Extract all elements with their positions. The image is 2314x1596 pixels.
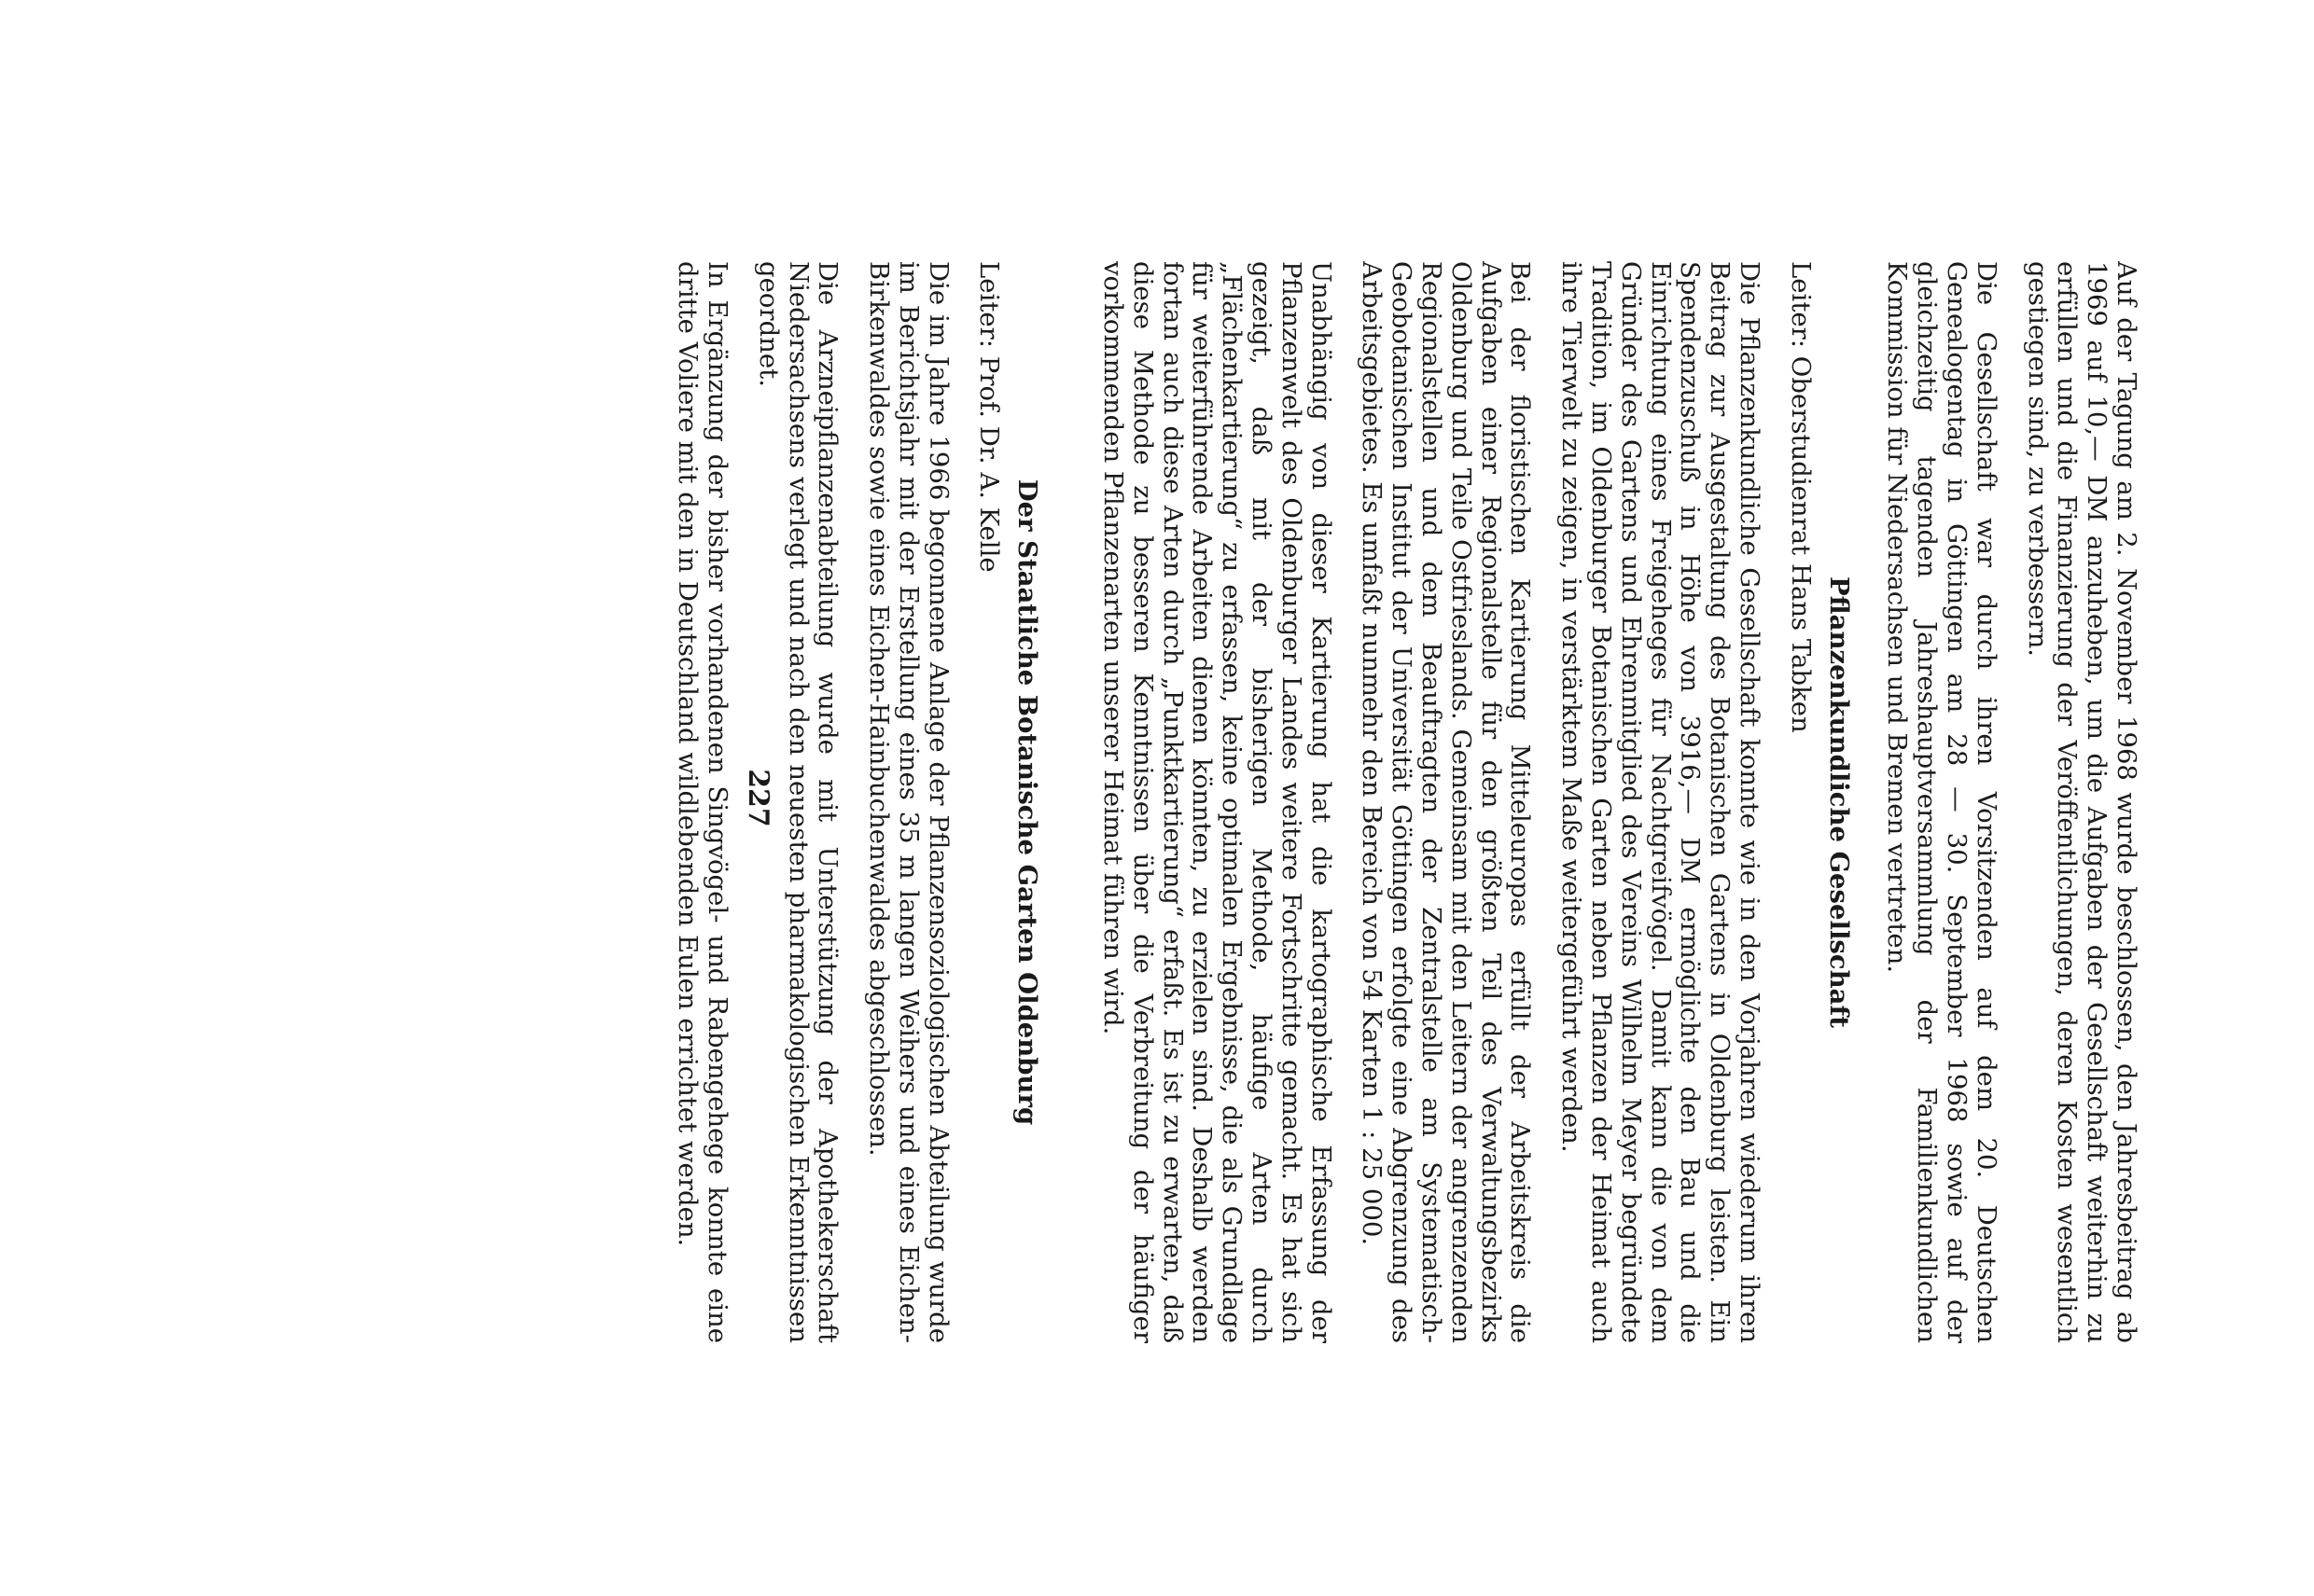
paragraph: Die Arzneipflanzenabteilung wurde mit Unterstützung der Apothekerschaft Niedersachsens verlegt und nach den neuesten pharmakologischen Erkenntnissen geordnet. <box>753 261 843 1343</box>
paragraph: Unabhängig von dieser Kartierung hat die kartographische Erfassung der Pflanzenwelt des Oldenburger Landes weitere Fortschritte gemacht. Es hat sich gezeigt, daß mit der bisherigen Methode, häufige Arten durch „Flächenkartierung“ zu erfassen, keine optimalen Ergebnisse, die als Grundlage für weiterführende Arbeiten dienen könnten, zu erzielen sind. Deshalb werden fortan auch diese Arten durch „Punktkartierung“ erfaßt. Es ist zu erwarten, daß diese Methode zu besseren Kenntnissen über die Verbreitung der häufiger vorkommenden Pflanzenarten unserer Heimat führen wird. <box>1098 261 1336 1343</box>
paragraph: In Ergänzung der bisher vorhandenen Singvögel- und Rabengehege konnte eine dritte Voliere mit den in Deutschland wildlebenden Eulen errichtet werden. <box>673 261 732 1343</box>
section-leader: Leiter: Oberstudienrat Hans Tabken <box>1785 261 1816 733</box>
section-heading-botanischer-garten: Der Staatliche Botanische Garten Oldenburg <box>1012 479 1043 1126</box>
paragraph: Die Gesellschaft war durch ihren Vorsitzenden auf dem 20. Deutschen Genealogentag in Göttingen am 28 — 30. September 1968 sowie auf der gleichzeitig tagenden Jahreshauptversammlung der Familienkundlichen Kommission für Niedersachsen und Bremen vertreten. <box>1882 261 2001 1343</box>
paragraph: Auf der Tagung am 2. November 1968 wurde beschlossen, den Jahresbeitrag ab 1969 auf 10,— DM anzuheben, um die Aufgaben der Gesellschaft weiterhin zu erfüllen und die Finanzierung der Veröffentlichungen, deren Kosten wesentlich gestiegen sind, zu verbessern. <box>2022 261 2141 1343</box>
paragraph: Die Pflanzenkundliche Gesellschaft konnte wie in den Vorjahren wiederum ihren Beitrag zur Ausgestaltung des Botanischen Gartens in Oldenburg leisten. Ein Spendenzuschuß in Höhe von 3916,— DM ermöglichte den Bau und die Einrichtung eines Freigeheges für Nachtgreifvögel. Damit kann die von dem Gründer des Gartens und Ehrenmitglied des Vereins Wilhelm Meyer begründete Tradition, im Oldenburger Botanischen Garten neben Pflanzen der Heimat auch ihre Tierwelt zu zeigen, in verstärktem Maße weitergeführt werden. <box>1556 261 1765 1343</box>
section-heading-pflanzenkundliche: Pflanzenkundliche Gesellschaft <box>1823 576 1854 1028</box>
section-leader: Leiter: Prof. Dr. A. Kelle <box>974 261 1005 573</box>
page-number: 227 <box>742 769 774 827</box>
text-column <box>650 261 2140 1343</box>
paragraph: Die im Jahre 1966 begonnene Anlage der Pflanzensoziologischen Abteilung wurde im Berichtsjahr mit der Erstellung eines 35 m langen Weihers und eines Eichen-Birkenwaldes sowie eines Eichen-Hainbuchenwaldes abgeschlossen. <box>864 261 954 1343</box>
paragraph: Bei der floristischen Kartierung Mitteleuropas erfüllt der Arbeitskreis die Aufgaben einer Regionalstelle für den größten Teil des Verwaltungsbezirks Oldenburg und Teile Ostfrieslands. Gemeinsam mit den Leitern der angrenzenden Regionalstellen und dem Beauftragten der Zentralstelle am Systematisch-Geobotanischen Institut der Universität Göttingen erfolgte eine Abgrenzung des Arbeitsgebietes. Es umfaßt nunmehr den Bereich von 54 Karten 1 : 25 000. <box>1357 261 1536 1343</box>
